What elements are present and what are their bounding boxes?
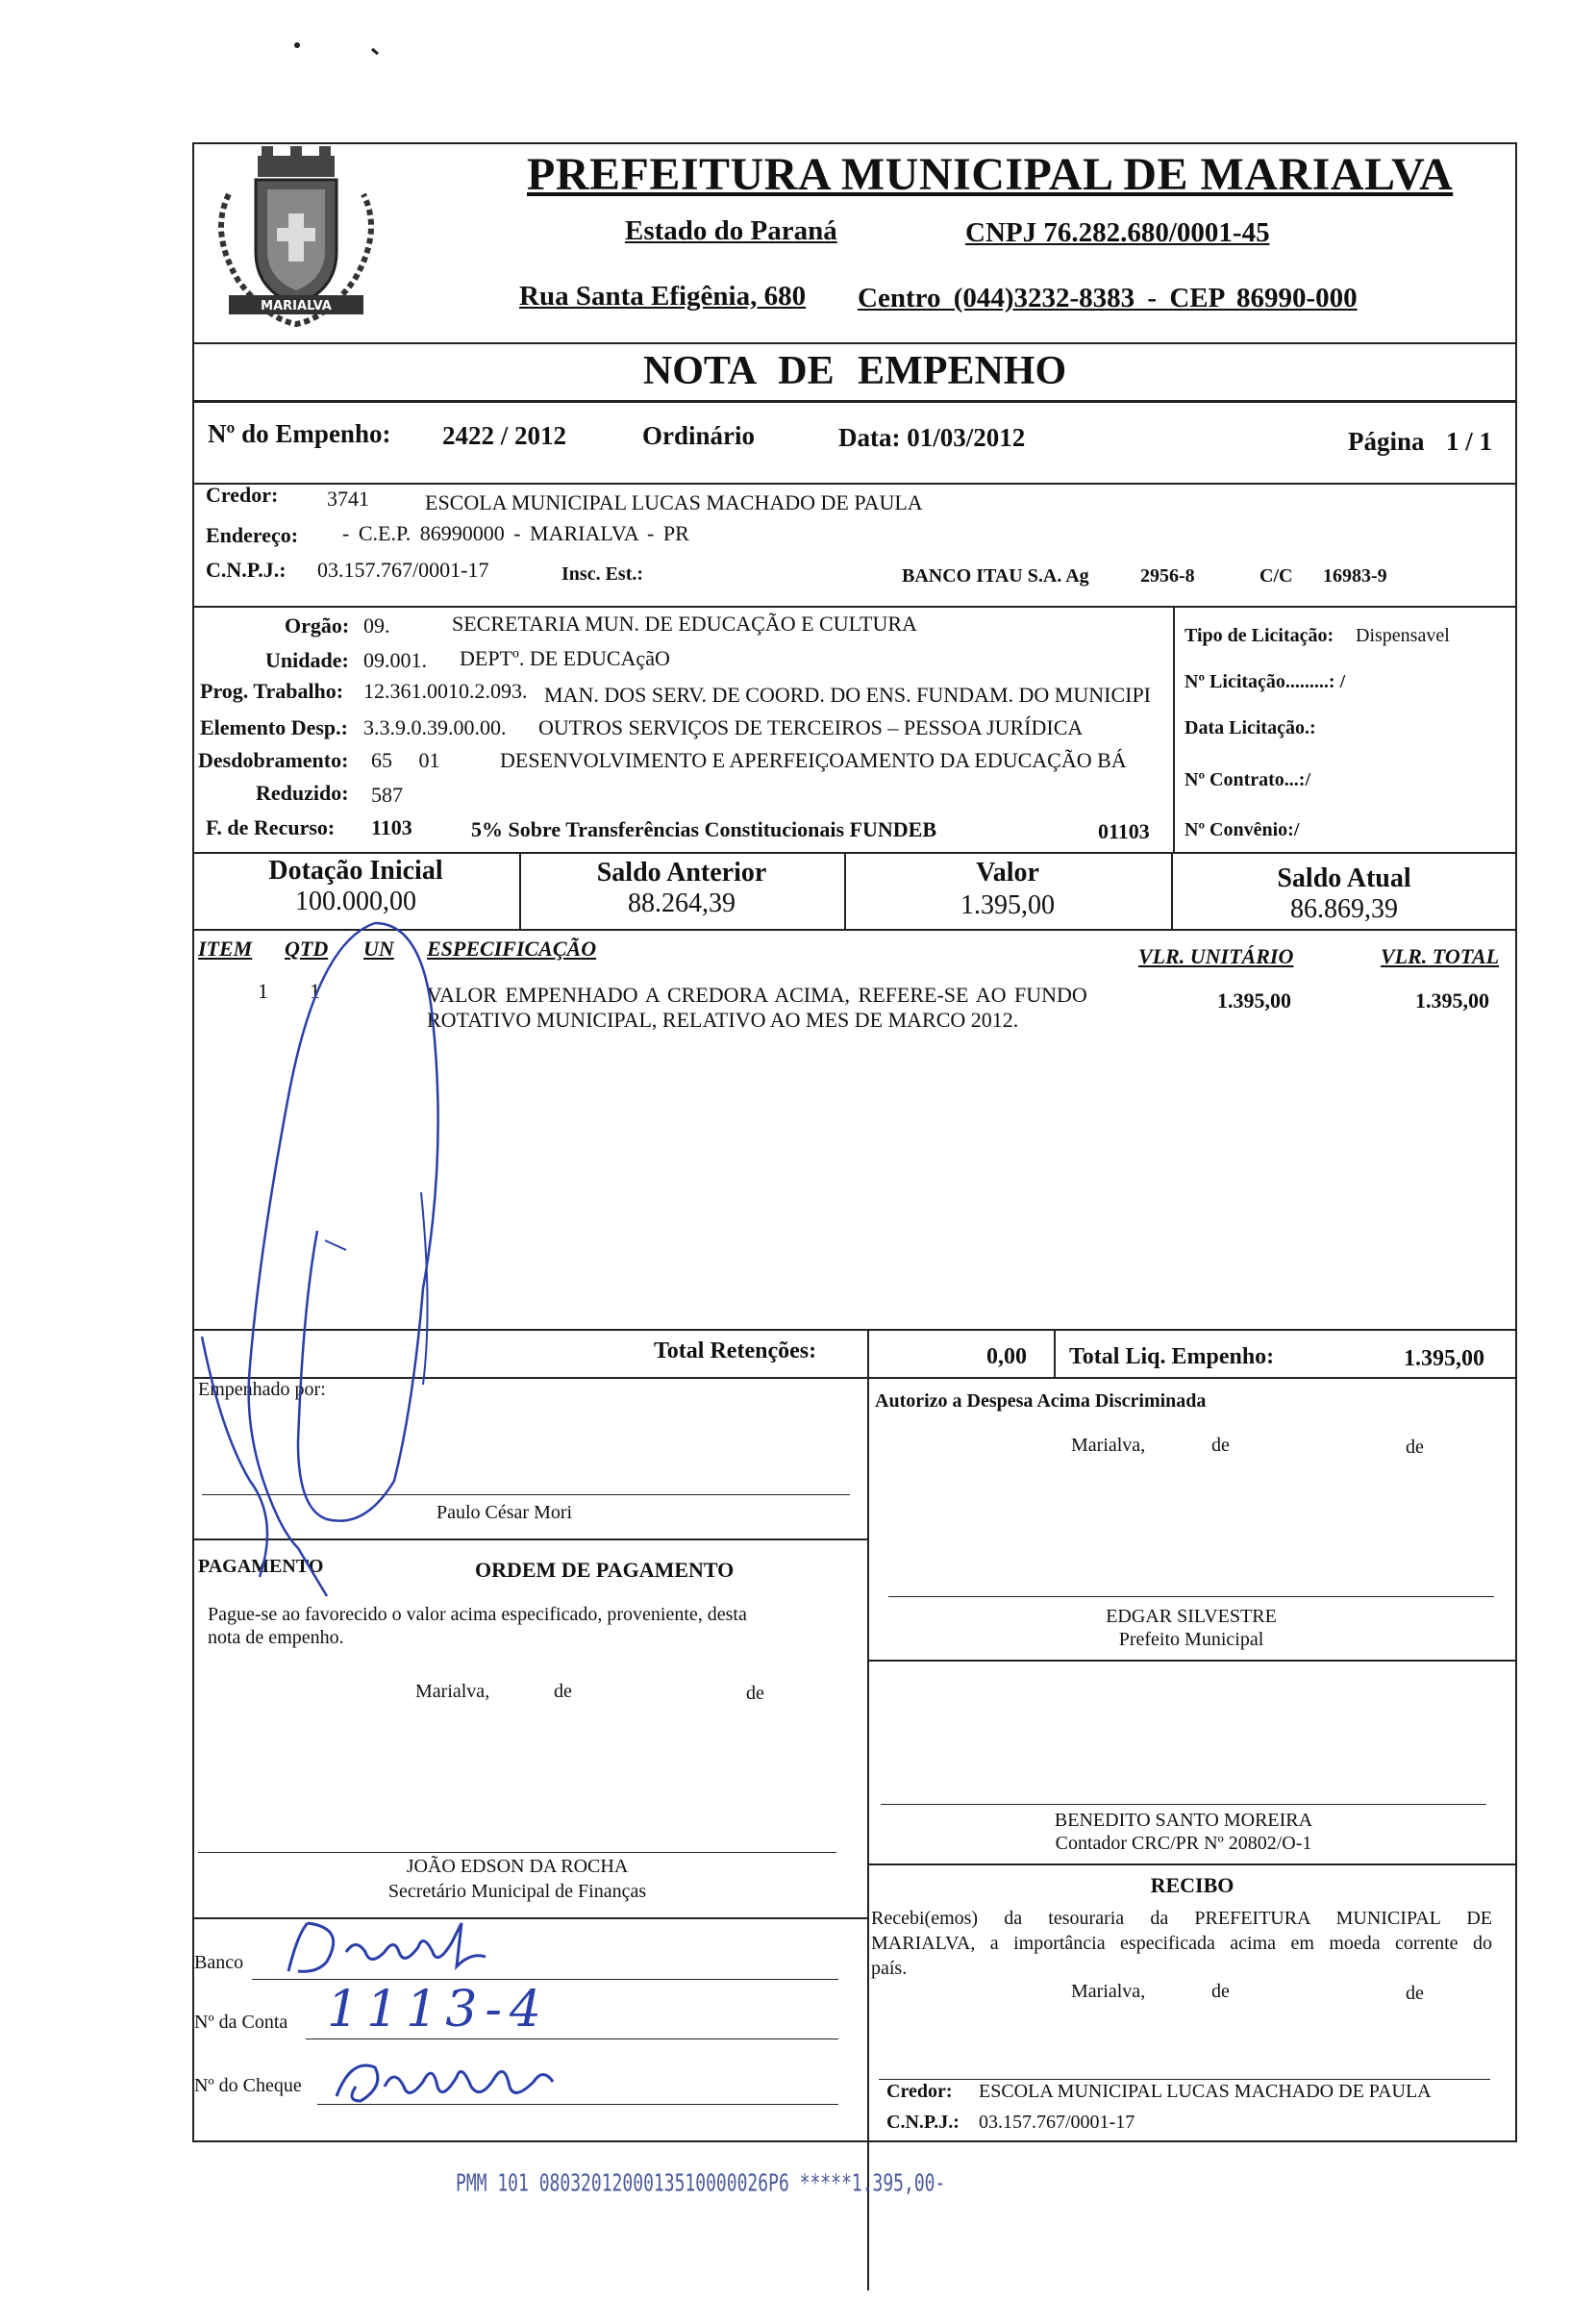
prog-code: 12.361.0010.2.093.: [363, 679, 528, 703]
pagamento-de2: de: [746, 1683, 764, 1704]
table-row-total: 1.395,00: [1415, 988, 1489, 1013]
table-row-qtd: 1: [310, 979, 320, 1003]
col-spec: ESPECIFICAÇÃO: [427, 937, 597, 961]
prog-label: Prog. Trabalho:: [200, 679, 344, 703]
empenhado-label: Empenhado por:: [198, 1379, 326, 1400]
tipo-licitacao-label: Tipo de Licitação:: [1185, 625, 1334, 646]
empenho-number: 2422 / 2012: [442, 421, 567, 450]
empenhado-name: Paulo César Mori: [436, 1502, 573, 1523]
recibo-text-end: país.: [871, 1958, 908, 1979]
empenho-type: Ordinário: [642, 421, 756, 450]
pagamento-text: Pague-se ao favorecido o valor acima especificado, proveniente, desta: [208, 1604, 747, 1625]
pagamento-de1: de: [554, 1681, 572, 1702]
recibo-cnpj-label: C.N.P.J.:: [886, 2112, 960, 2133]
col-unit: VLR. UNITÁRIO: [1138, 944, 1294, 968]
tipo-licitacao: Dispensavel: [1356, 625, 1450, 646]
autorizo-de1: de: [1211, 1435, 1230, 1456]
recibo-de1: de: [1211, 1981, 1230, 2002]
recibo-text-cont: MARIALVA, a importância especificada acima em moeda corrente do: [871, 1933, 1492, 1954]
cc-number: 16983-9: [1323, 565, 1387, 587]
num-convenio: Nº Convênio:/: [1185, 819, 1300, 840]
orgao-label: Orgão:: [285, 613, 350, 638]
endereco: - C.E.P. 86990000 - MARIALVA - PR: [342, 521, 689, 545]
insc-label: Insc. Est.:: [561, 563, 644, 585]
unidade-label: Unidade:: [265, 648, 349, 672]
recibo-de2: de: [1406, 1983, 1424, 2004]
page-number: 1 / 1: [1446, 427, 1493, 456]
col-un: UN: [363, 937, 394, 961]
contador-role: Contador CRC/PR Nº 20802/O-1: [1055, 1833, 1312, 1854]
banco-label: Banco: [194, 1952, 244, 1973]
elemento-code: 3.3.9.0.39.00.00.: [363, 715, 507, 739]
state: Estado do Paraná: [625, 215, 837, 246]
num-contrato: Nº Contrato...:/: [1185, 769, 1311, 790]
saldo-anterior-label: Saldo Anterior: [596, 858, 767, 888]
dotacao-value: 100.000,00: [295, 887, 416, 916]
saldo-atual-label: Saldo Atual: [1277, 863, 1411, 893]
liq-value: 1.395,00: [1404, 1346, 1484, 1371]
stray-mark: [294, 42, 300, 48]
pagamento-text-cont: nota de empenho.: [208, 1627, 344, 1648]
bank-name: BANCO ITAU S.A. Ag: [902, 565, 1089, 587]
banco-handwriting: [279, 1913, 529, 1981]
cnpj-label: C.N.P.J.:: [206, 558, 287, 582]
secretario-name: JOÃO EDSON DA ROCHA: [406, 1856, 629, 1877]
retencoes-label: Total Retenções:: [654, 1338, 817, 1363]
contador-name: BENEDITO SANTO MOREIRA: [1054, 1810, 1313, 1831]
table-row-item: 1: [258, 979, 268, 1003]
stray-mark: [371, 48, 379, 55]
page-title: PREFEITURA MUNICIPAL DE MARIALVA: [527, 149, 1454, 200]
page-label: Página: [1348, 427, 1425, 456]
saldo-atual-value: 86.869,39: [1290, 894, 1398, 924]
conta-handwriting: 1113-4: [327, 1981, 549, 2038]
desdob: DESENVOLVIMENTO E APERFEIÇOAMENTO DA EDUCAÇÃO BÁ: [500, 748, 1127, 772]
recibo-place: Marialva,: [1071, 1981, 1146, 2002]
saldo-anterior-value: 88.264,39: [628, 888, 736, 918]
orgao: SECRETARIA MUN. DE EDUCAÇÃO E CULTURA: [452, 612, 917, 636]
elemento-label: Elemento Desp.:: [200, 715, 348, 739]
cc-label: C/C: [1259, 565, 1293, 587]
autorizo-place: Marialva,: [1071, 1435, 1146, 1456]
col-total: VLR. TOTAL: [1381, 944, 1500, 968]
svg-text:MARIALVA: MARIALVA: [261, 299, 332, 313]
dotacao-label: Dotação Inicial: [268, 856, 443, 886]
recurso-code: 1103: [371, 815, 412, 839]
autorizo-de2: de: [1406, 1437, 1424, 1458]
prefeito-name: EDGAR SILVESTRE: [1106, 1606, 1277, 1627]
doc-title: NOTA DE EMPENHO: [642, 349, 1067, 393]
cheque-handwriting: [327, 2048, 567, 2106]
elemento: OUTROS SERVIÇOS DE TERCEIROS – PESSOA JURÍDICA: [538, 715, 1084, 739]
desdob-code: 65 01: [371, 748, 440, 772]
district-phone-cep: Centro (044)3232-8383 - CEP 86990-000: [858, 283, 1358, 313]
unidade: DEPTº. DE EDUCAçãO: [460, 646, 670, 670]
table-row-spec-cont: ROTATIVO MUNICIPAL, RELATIVO AO MES DE MARCO 2012.: [427, 1008, 1019, 1032]
credor-name: ESCOLA MUNICIPAL LUCAS MACHADO DE PAULA: [425, 490, 923, 514]
recibo-text: Recebi(emos) da tesouraria da PREFEITURA MUNICIPAL DE: [871, 1908, 1492, 1929]
credor-label: Credor:: [206, 483, 279, 507]
ordem-pagamento-title: ORDEM DE PAGAMENTO: [475, 1558, 735, 1582]
table-row-unit: 1.395,00: [1217, 988, 1291, 1013]
secretario-role: Secretário Municipal de Finanças: [387, 1881, 647, 1902]
recibo-cnpj: 03.157.767/0001-17: [979, 2112, 1135, 2133]
orgao-code: 09.: [363, 613, 390, 638]
creditor-cnpj: 03.157.767/0001-17: [317, 558, 489, 582]
footer-code: PMM 101 0803201200013510000026P6 *****1.395,00-: [456, 2169, 946, 2198]
valor-label: Valor: [976, 858, 1039, 888]
recurso-code2: 01103: [1098, 819, 1150, 843]
cnpj-header: CNPJ 76.282.680/0001-45: [965, 217, 1270, 248]
reduzido-label: Reduzido:: [256, 781, 349, 805]
autorizo-label: Autorizo a Despesa Acima Discriminada: [875, 1390, 1207, 1412]
data-licitacao: Data Licitação.:: [1185, 717, 1316, 738]
conta-label: Nº da Conta: [194, 2012, 288, 2033]
credor-code: 3741: [327, 487, 369, 511]
num-licitacao: Nº Licitação.........: /: [1185, 671, 1346, 692]
reduzido: 587: [371, 783, 403, 807]
valor-value: 1.395,00: [960, 890, 1055, 920]
retencoes-value: 0,00: [986, 1344, 1027, 1369]
recibo-title: RECIBO: [1150, 1873, 1234, 1897]
address: Rua Santa Efigênia, 680: [519, 281, 807, 312]
prog: MAN. DOS SERV. DE COORD. DO ENS. FUNDAM. DO MUNICIPI: [544, 683, 1152, 707]
recibo-credor: ESCOLA MUNICIPAL LUCAS MACHADO DE PAULA: [979, 2081, 1432, 2102]
empenho-number-label: Nº do Empenho:: [208, 419, 391, 448]
liq-label: Total Liq. Empenho:: [1069, 1344, 1275, 1369]
prefeito-role: Prefeito Municipal: [1118, 1629, 1264, 1650]
coat-of-arms: [200, 137, 392, 329]
pagamento-label: PAGAMENTO: [198, 1556, 324, 1577]
recurso-label: F. de Recurso:: [206, 815, 336, 839]
bank-agency: 2956-8: [1140, 565, 1195, 587]
empenho-date: Data: 01/03/2012: [838, 423, 1026, 452]
unidade-code: 09.001.: [363, 648, 427, 672]
endereco-label: Endereço:: [206, 523, 299, 547]
col-item: ITEM: [198, 937, 253, 961]
recibo-credor-label: Credor:: [886, 2081, 953, 2102]
desdob-label: Desdobramento:: [198, 748, 349, 772]
col-qtd: QTD: [285, 937, 329, 961]
pagamento-place: Marialva,: [415, 1681, 490, 1702]
recurso: 5% Sobre Transferências Constitucionais FUNDEB: [471, 817, 937, 841]
table-row-spec: VALOR EMPENHADO A CREDORA ACIMA, REFERE-SE AO FUNDO: [427, 983, 1087, 1007]
cheque-label: Nº do Cheque: [194, 2075, 302, 2096]
